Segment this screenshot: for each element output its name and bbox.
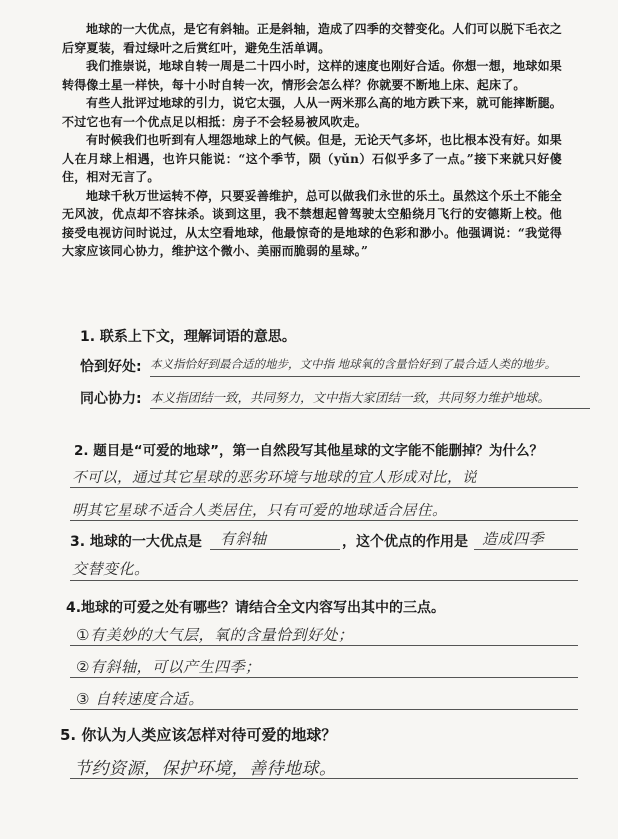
answer-line [70, 487, 578, 488]
answer-2-line-1: 不可以，通过其它星球的恶劣环境与地球的宜人形成对比，说 [72, 470, 477, 486]
answer-5-handwritten: 节约资源，保护环境，善待地球。 [74, 759, 337, 779]
answer-line [210, 549, 340, 550]
answer-line [150, 376, 580, 377]
answer-4-1-handwritten: ①有美妙的大气层，氧的含量恰到好处； [76, 626, 354, 644]
answer-line [70, 709, 578, 710]
answer-line [70, 520, 578, 521]
question-2-title: 2. 题目是“可爱的地球”，第一自然段写其他星球的文字能不能删掉？为什么？ [74, 443, 543, 459]
question-3-prefix: 3. 地球的一大优点是 [70, 534, 202, 550]
answer-1a-handwritten: 本义指恰好到最合适的地步，文中指 地球氧的含量恰好到了最合适人类的地步。 [150, 357, 557, 371]
answer-line [70, 580, 578, 581]
passage-paragraph-5: 地球千秋万世运转不停，只要妥善维护，总可以做我们永世的乐土。虽然这个乐土不能全无风波，优点却不容抹杀。谈到这里，我不禁想起曾驾驶太空船绕月飞行的安德斯上校。他接受电视访问时说过，从太空看地球，他最惊奇的是地球的色彩和渺小。他强调说：“我觉得大家应该同心协力，维护这个微小、美丽而脆弱的星球。” [62, 188, 562, 258]
question-5-title: 5. 你认为人类应该怎样对待可爱的地球？ [60, 726, 337, 744]
reading-passage [62, 20, 562, 261]
passage-paragraph-2: 我们推崇说，地球自转一周是二十四小时，这样的速度也刚好合适。你想一想，地球如果转得像土星一样快，每十小时自转一次，情形会怎么样？你就要不断地上床、起床了。 [62, 59, 562, 92]
answer-line [474, 549, 578, 550]
answer-4-3-handwritten: ③ 自转速度合适。 [76, 690, 204, 708]
passage-paragraph-4: 有时候我们也听到有人埋怨地球上的气候。但是，无论天气多坏，也比根本没有好。如果人在月球上相遇，也许只能说：“这个季节，陨（yǔn）石似乎多了一点。”接下来就只好傻住，相对无言了。 [62, 133, 562, 184]
answer-3c-handwritten: 交替变化。 [72, 560, 150, 578]
question-1-title: 1. 联系上下文，理解词语的意思。 [80, 329, 296, 345]
passage-paragraph-1: 地球的一大优点，是它有斜轴。正是斜轴，造成了四季的交替变化。人们可以脱下毛衣之后穿夏装，看过绿叶之后赏红叶，避免生活单调。 [62, 22, 562, 55]
passage-paragraph-3: 有些人批评过地球的引力，说它太强，人从一两米那么高的地方跌下来，就可能摔断腿。不过它也有一个优点足以相抵：房子不会轻易被风吹走。 [62, 96, 562, 129]
answer-line [70, 645, 578, 646]
answer-2-line-2: 明其它星球不适合人类居住，只有可爱的地球适合居住。 [72, 503, 447, 519]
answer-line [70, 677, 578, 678]
answer-4-2-handwritten: ②有斜轴，可以产生四季； [76, 658, 261, 676]
answer-3b-handwritten: 造成四季 [482, 530, 545, 548]
answer-line [150, 408, 590, 409]
question-3-middle: ，这个优点的作用是 [342, 534, 468, 550]
answer-1b-handwritten: 本义指团结一致，共同努力，文中指大家团结一致，共同努力维护地球。 [150, 390, 551, 405]
term-tongxinxieli: 同心协力: [80, 391, 142, 407]
term-qiadaohaochu: 恰到好处: [80, 359, 142, 375]
answer-line [70, 778, 578, 779]
answer-3a-handwritten: 有斜轴 [220, 530, 267, 548]
question-4-title: 4.地球的可爱之处有哪些？请结合全文内容写出其中的三点。 [66, 600, 446, 616]
